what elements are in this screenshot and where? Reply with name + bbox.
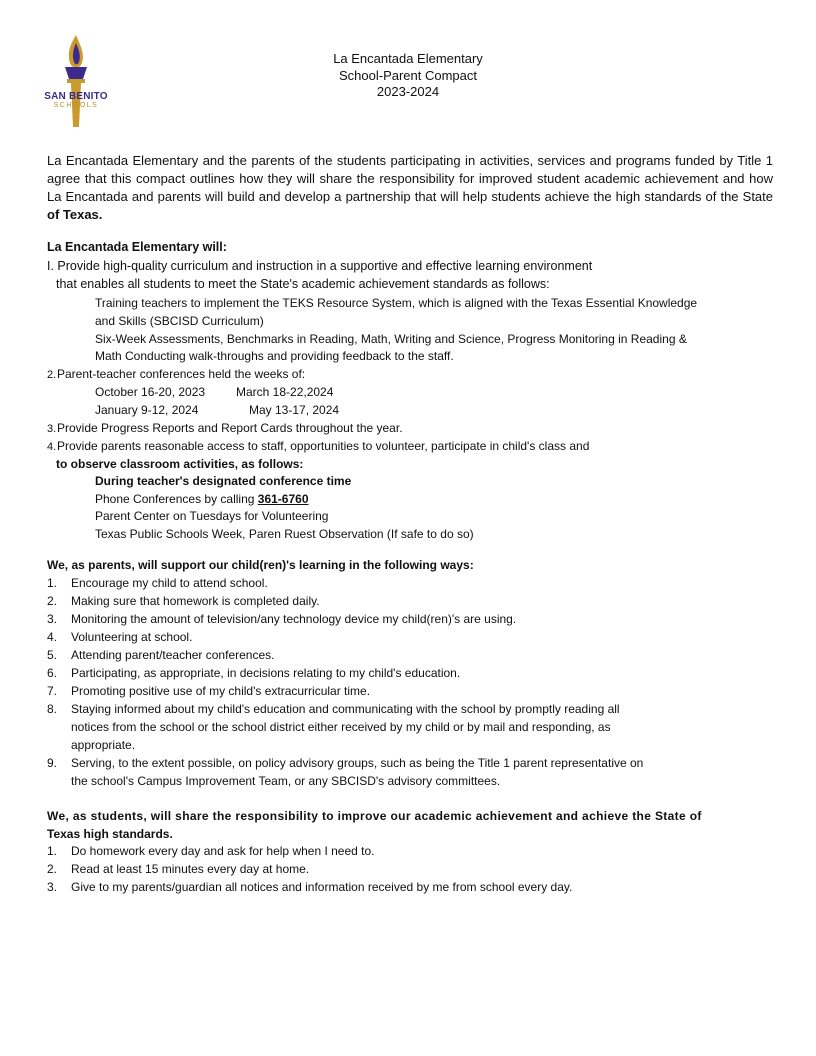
students-item-text: Read at least 15 minutes every day at home. [71, 862, 310, 876]
school-item-3-number: 3. [47, 423, 57, 435]
school-sub-2-line-2: Math Conducting walk-throughs and providing feedback to the staff. [95, 349, 454, 363]
parents-item-number: 4. [47, 630, 58, 644]
students-item-text: Give to my parents/guardian all notices and information received by me from school every day. [71, 880, 573, 894]
school-item-3: Provide Progress Reports and Report Cards throughout the year. [57, 421, 403, 435]
parents-item-number: 5. [47, 648, 58, 662]
parents-item-text: Promoting positive use of my child's extracurricular time. [71, 684, 371, 698]
school-name: La Encantada Elementary [333, 51, 483, 66]
conference-week-3: January 9-12, 2024 [95, 403, 199, 417]
access-option-4: Texas Public Schools Week, Paren Ruest Observation (If safe to do so) [95, 527, 474, 541]
students-heading-line-2: Texas high standards. [47, 827, 173, 841]
document-title: School-Parent Compact [338, 67, 477, 83]
torch-icon [34, 33, 118, 129]
intro-text: La Encantada Elementary and the parents of the students participating in activities, services and programs funded by Title 1 agree that this compact outlines how they will share the responsibility for improved student academic achievement and how La Encantada and parents will build and develop a partnership that will help students achieve the high standards of the State [47, 153, 773, 204]
students-item-number: 2. [47, 862, 58, 876]
intro-paragraph [47, 152, 773, 224]
school-sub-1-line-1: Training teachers to implement the TEKS Resource System, which is aligned with the Texas Essential Knowledge [95, 296, 698, 310]
school-item-4-line-1: Provide parents reasonable access to staff, opportunities to volunteer, participate in child's class and [57, 439, 590, 453]
parents-item-text: Participating, as appropriate, in decisions relating to my child's education. [71, 666, 461, 680]
parents-item-text: Serving, to the extent possible, on policy advisory groups, such as being the Title 1 parent representative on [71, 756, 644, 770]
parents-item-number: 8. [47, 702, 58, 716]
parents-item-text: Attending parent/teacher conferences. [71, 648, 275, 662]
parents-item-number: 2. [47, 594, 58, 608]
access-option-3: Parent Center on Tuesdays for Volunteering [95, 509, 329, 523]
school-item-2-number: 2. [47, 369, 57, 381]
parents-item-text: notices from the school or the school district either received by my child or by mail and responding, as [71, 720, 611, 734]
document-header [250, 51, 566, 101]
school-sub-1-line-2: and Skills (SBCISD Curriculum) [95, 314, 264, 328]
students-item-text: Do homework every day and ask for help when I need to. [71, 844, 375, 858]
school-item-2: Parent-teacher conferences held the weeks of: [57, 367, 306, 381]
parents-item-text: the school's Campus Improvement Team, or any SBCISD's advisory committees. [71, 774, 501, 788]
conference-week-4: May 13-17, 2024 [249, 403, 340, 417]
conference-week-1: October 16-20, 2023 [95, 385, 206, 399]
students-item-number: 3. [47, 880, 58, 894]
students-heading-line-1: We, as students, will share the responsibility to improve our academic achievement and achieve the State of [47, 809, 702, 823]
logo-line-1: SAN BENITO [44, 91, 108, 102]
school-heading: La Encantada Elementary will: [47, 240, 227, 254]
district-logo [34, 33, 118, 129]
parents-item-number: 1. [47, 576, 58, 590]
access-option-1: During teacher's designated conference time [95, 474, 352, 488]
conference-week-2: March 18-22,2024 [236, 385, 334, 399]
school-year: 2023-2024 [376, 84, 440, 99]
parents-item-text: Staying informed about my child's education and communicating with the school by promptly reading all [71, 702, 620, 716]
access-option-2-label: Phone Conferences by calling [95, 492, 258, 506]
parents-item-number: 3. [47, 612, 58, 626]
parents-item-text: Making sure that homework is completed daily. [71, 594, 320, 608]
parents-item-text: appropriate. [71, 738, 136, 752]
phone-number: 361-6760 [257, 492, 309, 506]
intro-bold-end: of Texas. [47, 207, 103, 222]
school-item-4-number: 4. [47, 441, 57, 453]
parents-item-number: 9. [47, 756, 58, 770]
access-option-2 [95, 490, 309, 508]
parents-heading: We, as parents, will support our child(ren)'s learning in the following ways: [47, 558, 474, 572]
parents-item-text: Monitoring the amount of television/any technology device my child(ren)'s are using. [71, 612, 517, 626]
school-item-1-line-1: I. Provide high-quality curriculum and instruction in a supportive and effective learning environment [47, 259, 593, 273]
school-item-4-line-2: to observe classroom activities, as follows: [56, 457, 304, 471]
parents-item-text: Encourage my child to attend school. [71, 576, 268, 590]
logo-line-2: SCHOOLS [53, 102, 99, 109]
parents-item-number: 7. [47, 684, 58, 698]
students-item-number: 1. [47, 844, 58, 858]
parents-item-text: Volunteering at school. [71, 630, 193, 644]
parents-item-number: 6. [47, 666, 58, 680]
school-sub-2-line-1: Six-Week Assessments, Benchmarks in Reading, Math, Writing and Science, Progress Monitoring in Reading & [95, 332, 687, 346]
school-item-1-line-2: that enables all students to meet the State's academic achievement standards as follows: [56, 277, 550, 291]
